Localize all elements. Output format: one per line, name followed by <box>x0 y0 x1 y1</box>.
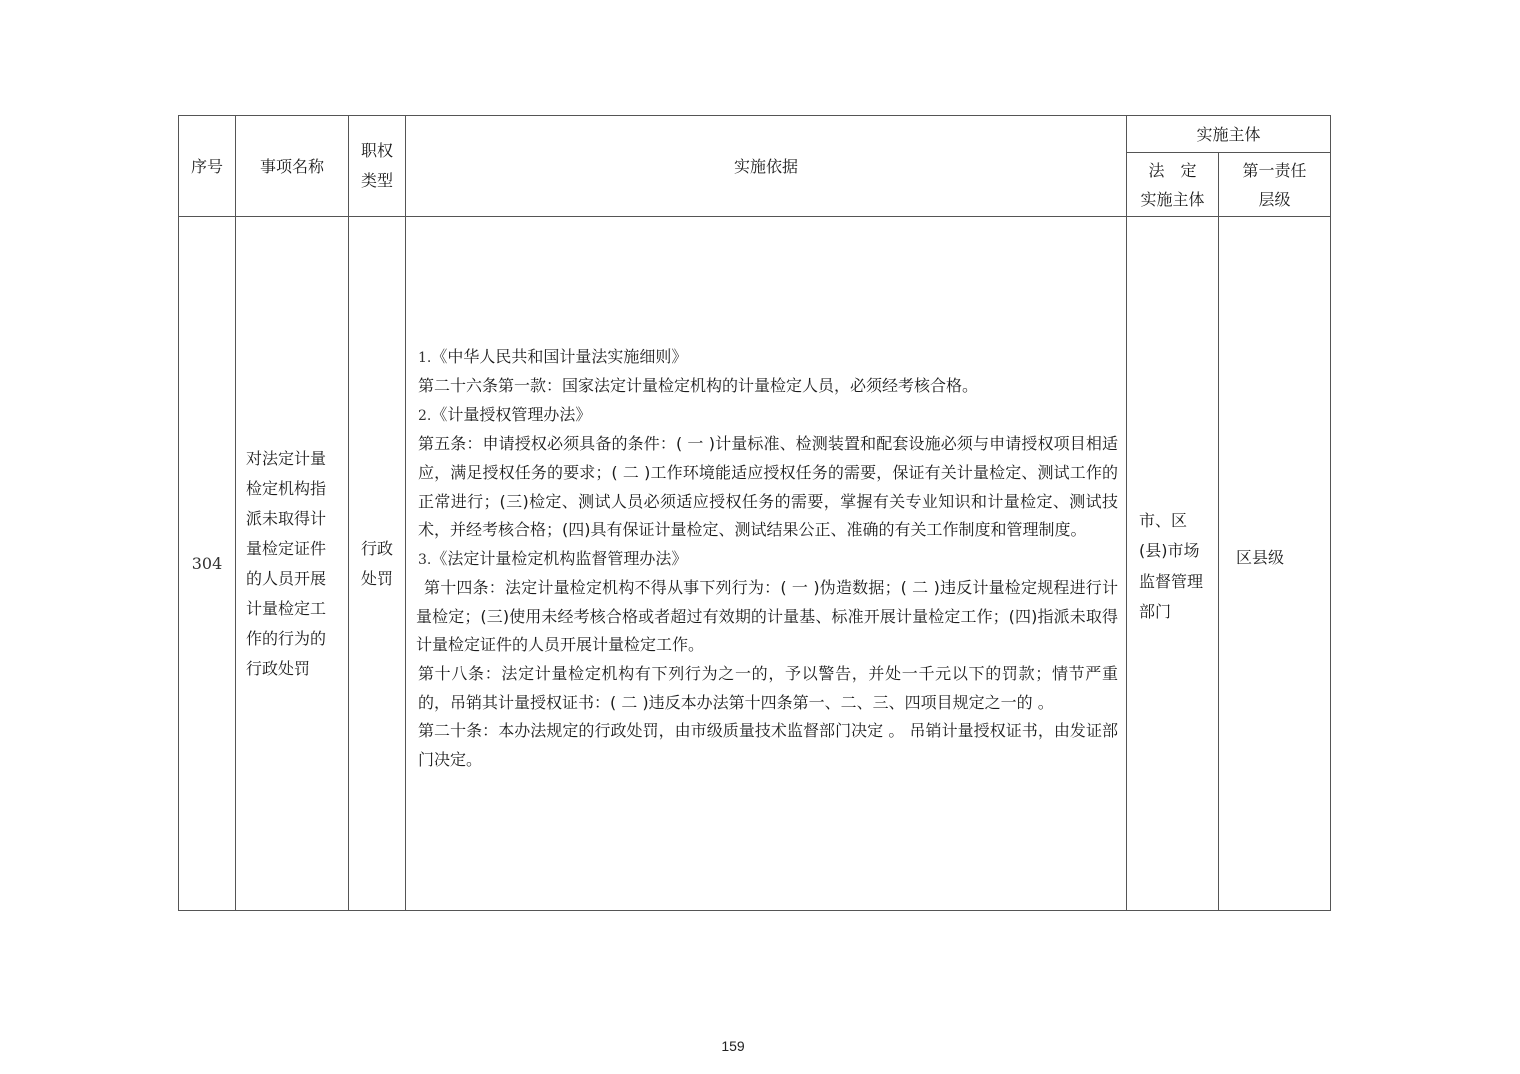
row-responsibility-level-text: 区县级 <box>1236 547 1285 567</box>
header-responsibility-level-line2: 层级 <box>1258 189 1291 209</box>
basis-law3-title: 《法定计量检定机构监督管理办法》 <box>431 548 688 568</box>
header-power-type-text: 职权类型 <box>360 141 393 190</box>
basis-law2-title-line <box>416 401 1118 431</box>
row-power-type-text: 行政处罚 <box>360 538 393 588</box>
basis-law3-title-line <box>416 545 1118 575</box>
basis-law1-num: 1. <box>418 349 432 366</box>
basis-law3-num: 3. <box>418 551 432 568</box>
page-number: 159 <box>721 1038 745 1054</box>
header-responsibility-level-line1: 第一责任 <box>1242 160 1307 180</box>
header-item-name: 事项名称 <box>236 116 349 217</box>
row-basis <box>406 217 1127 911</box>
basis-law1-text: 第二十六条第一款：国家法定计量检定机构的计量检定人员，必须经考核合格。 <box>418 376 979 396</box>
power-list-table <box>178 115 1331 911</box>
row-item-name <box>236 217 349 911</box>
header-row-top <box>179 116 1331 153</box>
basis-content <box>416 343 1118 775</box>
basis-law2-text: 第五条：申请授权必须具备的条件：( 一 )计量标准、检测装置和配套设施必须与申请授权项目相适应，满足授权任务的要求；( 二 )工作环境能适应授权任务的需要，保证有关计量检定、测试工作的正常进行；(三)检定、测试人员必须适应授权任务的需要，掌握有关专业知识和计量检定、测试技术，并经考核合格；(四)具有保证计量检定、测试结果公正、准确的有关工作制度和管理制度。 <box>418 434 1118 540</box>
row-seq: 304 <box>179 217 236 911</box>
header-legal-subject-line2: 实施主体 <box>1140 189 1205 209</box>
basis-law2-num: 2. <box>418 407 432 424</box>
row-responsibility-level <box>1219 217 1331 911</box>
row-legal-subject <box>1127 217 1219 911</box>
header-basis: 实施依据 <box>406 116 1127 217</box>
row-power-type <box>349 217 406 911</box>
row-legal-subject-text: 市、区(县)市场监督管理部门 <box>1139 510 1204 621</box>
basis-law1-title-line <box>416 343 1118 373</box>
basis-law2-title: 《计量授权管理办法》 <box>431 404 592 424</box>
header-subject-group: 实施主体 <box>1127 116 1331 153</box>
header-power-type <box>349 116 406 217</box>
row-item-name-text: 对法定计量检定机构指派未取得计量检定证件的人员开展计量检定工作的行为的行政处罚 <box>246 448 327 678</box>
basis-law3-text-c: 第二十条：本办法规定的行政处罚，由市级质量技术监督部门决定 。 吊销计量授权证书，由发证部门决定。 <box>418 721 1118 769</box>
header-responsibility-level <box>1219 153 1331 217</box>
header-seq: 序号 <box>179 116 236 217</box>
table-row <box>179 217 1331 911</box>
basis-law3-text-a: 第十四条：法定计量检定机构不得从事下列行为：( 一 )伪造数据；( 二 )违反计量检定规程进行计量检定；(三)使用未经考核合格或者超过有效期的计量基、标准开展计量检定工作；(四)指派未取得计量检定证件的人员开展计量检定工作。 <box>416 578 1118 655</box>
basis-law3-text-b: 第十八条：法定计量检定机构有下列行为之一的，予以警告，并处一千元以下的罚款；情节严重的，吊销其计量授权证书：( 二 )违反本办法第十四条第一、二、三、四项目规定之一的 。 <box>418 664 1118 712</box>
basis-law1-title: 《中华人民共和国计量法实施细则》 <box>431 346 688 366</box>
header-legal-subject-line1: 法 定 <box>1148 160 1197 180</box>
header-legal-subject <box>1127 153 1219 217</box>
